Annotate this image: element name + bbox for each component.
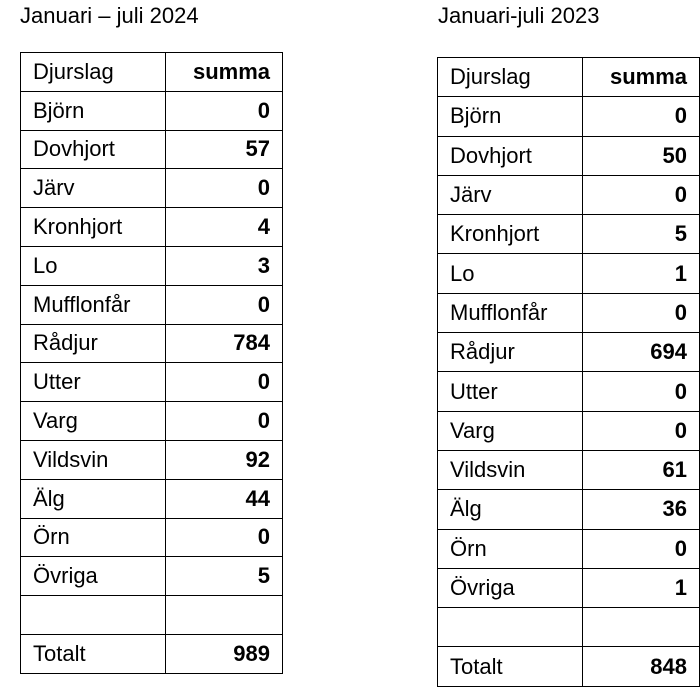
summa-cell: 989	[166, 634, 283, 673]
header-row	[21, 53, 283, 92]
summa-cell: 5	[166, 557, 283, 596]
djurslag-cell: Vildsvin	[438, 450, 583, 489]
table-row	[438, 97, 700, 136]
table-row	[21, 363, 283, 402]
djurslag-cell: Varg	[21, 402, 166, 441]
table-row	[21, 285, 283, 324]
table-row	[21, 479, 283, 518]
table-row	[21, 402, 283, 441]
table-row	[21, 596, 283, 635]
djurslag-cell: Mufflonfår	[438, 293, 583, 332]
summa-cell: 0	[166, 402, 283, 441]
summa-cell	[583, 608, 700, 647]
djurslag-cell: Övriga	[21, 557, 166, 596]
table-row	[21, 169, 283, 208]
table-row	[21, 557, 283, 596]
djurslag-cell: Totalt	[438, 647, 583, 686]
summa-cell: 0	[583, 372, 700, 411]
table-row	[438, 568, 700, 607]
table-row	[21, 518, 283, 557]
table-row	[438, 215, 700, 254]
summa-cell: 1	[583, 254, 700, 293]
djurslag-cell: Vildsvin	[21, 440, 166, 479]
djurslag-cell: Älg	[21, 479, 166, 518]
table-row	[438, 254, 700, 293]
summa-cell: 50	[583, 136, 700, 175]
table-row	[438, 175, 700, 214]
table-row	[438, 608, 700, 647]
summa-cell: 0	[166, 518, 283, 557]
table-row	[438, 490, 700, 529]
summa-cell: 0	[583, 293, 700, 332]
summa-cell: 4	[166, 208, 283, 247]
djurslag-cell: Lo	[21, 246, 166, 285]
summa-cell: 0	[583, 175, 700, 214]
djurslag-cell: Kronhjort	[21, 208, 166, 247]
total-row	[21, 634, 283, 673]
djurslag-cell: Mufflonfår	[21, 285, 166, 324]
table-row	[438, 333, 700, 372]
djurslag-cell: Örn	[438, 529, 583, 568]
summa-cell: summa	[166, 53, 283, 92]
djurslag-cell: Rådjur	[21, 324, 166, 363]
djurslag-cell: Björn	[21, 91, 166, 130]
djurslag-cell: Djurslag	[21, 53, 166, 92]
djurslag-cell: Utter	[21, 363, 166, 402]
djurslag-cell: Övriga	[438, 568, 583, 607]
summa-cell: 36	[583, 490, 700, 529]
table-2024	[20, 52, 283, 674]
summa-cell: 0	[583, 529, 700, 568]
table-row	[21, 208, 283, 247]
djurslag-cell: Kronhjort	[438, 215, 583, 254]
summa-cell: 44	[166, 479, 283, 518]
total-row	[438, 647, 700, 686]
djurslag-cell: Varg	[438, 411, 583, 450]
summa-cell: 848	[583, 647, 700, 686]
table-row	[21, 130, 283, 169]
djurslag-cell	[21, 596, 166, 635]
summa-cell: 1	[583, 568, 700, 607]
djurslag-cell: Utter	[438, 372, 583, 411]
summa-cell: 0	[166, 285, 283, 324]
table-row	[21, 246, 283, 285]
table-row	[438, 450, 700, 489]
summa-cell: summa	[583, 58, 700, 97]
summa-cell: 5	[583, 215, 700, 254]
table-row	[438, 372, 700, 411]
djurslag-cell: Björn	[438, 97, 583, 136]
caption-2024: Januari – juli 2024	[20, 3, 199, 28]
summa-cell: 0	[166, 169, 283, 208]
header-row	[438, 58, 700, 97]
summa-cell: 0	[583, 97, 700, 136]
summa-cell: 0	[583, 411, 700, 450]
summa-cell: 3	[166, 246, 283, 285]
caption-2023: Januari-juli 2023	[438, 3, 600, 28]
summa-cell	[166, 596, 283, 635]
djurslag-cell: Lo	[438, 254, 583, 293]
table-row	[438, 529, 700, 568]
djurslag-cell: Järv	[438, 175, 583, 214]
table-row	[438, 293, 700, 332]
summa-cell: 784	[166, 324, 283, 363]
summa-cell: 61	[583, 450, 700, 489]
summa-cell: 57	[166, 130, 283, 169]
summa-cell: 0	[166, 91, 283, 130]
djurslag-cell: Dovhjort	[438, 136, 583, 175]
summa-cell: 694	[583, 333, 700, 372]
djurslag-cell: Älg	[438, 490, 583, 529]
djurslag-cell: Totalt	[21, 634, 166, 673]
table-2023	[437, 57, 700, 687]
djurslag-cell: Rådjur	[438, 333, 583, 372]
summa-cell: 92	[166, 440, 283, 479]
djurslag-cell: Järv	[21, 169, 166, 208]
table-row	[21, 324, 283, 363]
djurslag-cell: Djurslag	[438, 58, 583, 97]
table-row	[21, 440, 283, 479]
table-row	[438, 136, 700, 175]
djurslag-cell: Örn	[21, 518, 166, 557]
table-row	[438, 411, 700, 450]
summa-cell: 0	[166, 363, 283, 402]
table-row	[21, 91, 283, 130]
djurslag-cell: Dovhjort	[21, 130, 166, 169]
djurslag-cell	[438, 608, 583, 647]
